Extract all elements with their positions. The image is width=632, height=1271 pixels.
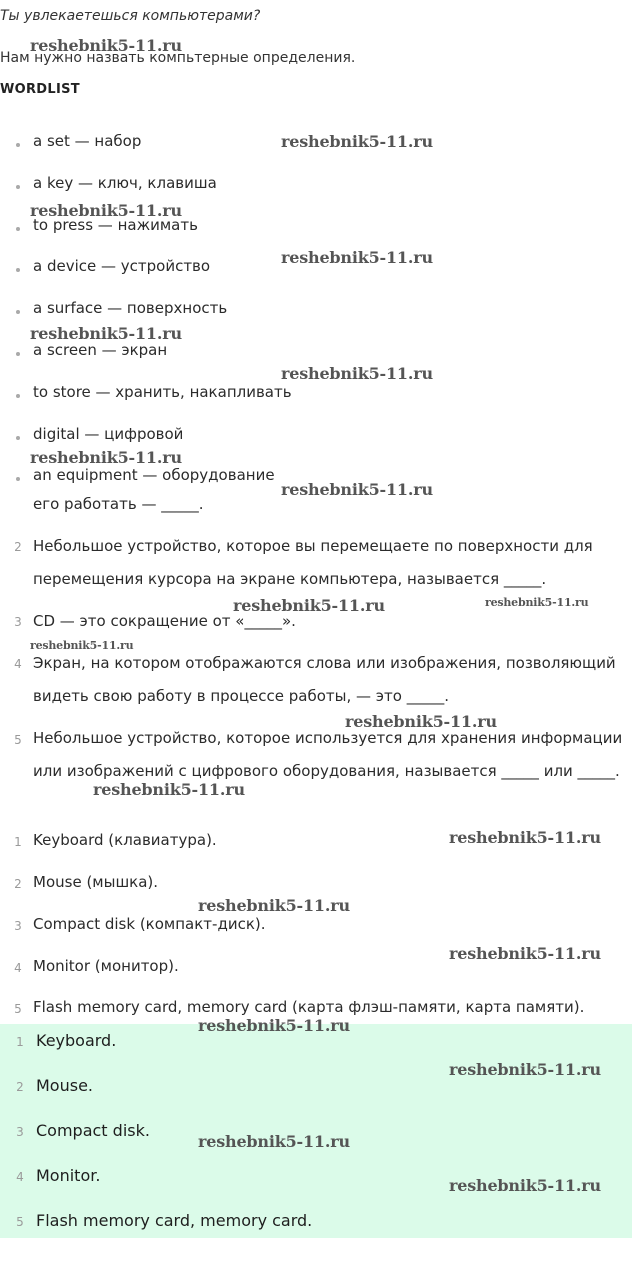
wordlist-item-text: digital — цифровой bbox=[33, 425, 184, 443]
bullet-icon bbox=[16, 227, 20, 231]
wordlist-item-text: a device — устройство bbox=[33, 257, 211, 275]
wordlist-item-text: an equipment — оборудование bbox=[33, 466, 275, 484]
watermark: reshebnik5-11.ru bbox=[30, 201, 182, 220]
watermark: reshebnik5-11.ru bbox=[30, 639, 134, 652]
answer-number: 1 bbox=[16, 1035, 24, 1049]
question-text: Экран, на котором отображаются слова или изображения, позволяющий bbox=[33, 654, 616, 672]
translation-number: 2 bbox=[14, 877, 22, 891]
wordlist-item-text: to store — хранить, накапливать bbox=[33, 383, 292, 401]
translation-text: Flash memory card, memory card (карта флэш-памяти, карта памяти). bbox=[33, 998, 585, 1016]
answer-text: Flash memory card, memory card. bbox=[36, 1211, 313, 1230]
watermark: reshebnik5-11.ru bbox=[281, 480, 433, 499]
watermark: reshebnik5-11.ru bbox=[281, 132, 433, 151]
watermark: reshebnik5-11.ru bbox=[233, 596, 385, 615]
bullet-icon bbox=[16, 185, 20, 189]
translation-text: Monitor (монитор). bbox=[33, 957, 179, 975]
translation-number: 3 bbox=[14, 919, 22, 933]
translation-number: 4 bbox=[14, 961, 22, 975]
bullet-icon bbox=[16, 352, 20, 356]
page-title: Ты увлекаетешься компьютерами? bbox=[0, 8, 261, 24]
answer-text: Keyboard. bbox=[36, 1031, 117, 1050]
wordlist-item-text: a key — ключ, клавиша bbox=[33, 174, 217, 192]
answer-text: Monitor. bbox=[36, 1166, 101, 1185]
watermark: reshebnik5-11.ru bbox=[93, 780, 245, 799]
wordlist-item-text: a surface — поверхность bbox=[33, 299, 228, 317]
wordlist-item-text: to press — нажимать bbox=[33, 216, 198, 234]
watermark: reshebnik5-11.ru bbox=[30, 324, 182, 343]
question-number: 5 bbox=[14, 733, 22, 747]
wordlist-item-text: a screen — экран bbox=[33, 341, 168, 359]
watermark: reshebnik5-11.ru bbox=[281, 364, 433, 383]
question-text: Небольшое устройство, которое вы перемещаете по поверхности для bbox=[33, 537, 593, 555]
watermark: reshebnik5-11.ru bbox=[449, 1176, 601, 1195]
bullet-icon bbox=[16, 268, 20, 272]
answer-text: Mouse. bbox=[36, 1076, 93, 1095]
wordlist-item-text: a set — набор bbox=[33, 132, 142, 150]
bullet-icon bbox=[16, 310, 20, 314]
wordlist-heading: WORDLIST bbox=[0, 82, 80, 97]
watermark: reshebnik5-11.ru bbox=[449, 828, 601, 847]
bullet-icon bbox=[16, 394, 20, 398]
answer-number: 3 bbox=[16, 1125, 24, 1139]
watermark: reshebnik5-11.ru bbox=[449, 944, 601, 963]
translation-number: 1 bbox=[14, 835, 22, 849]
question-fragment: его работать — _____. bbox=[33, 495, 204, 513]
task-description: Нам нужно назвать компьтерные определения. bbox=[0, 50, 356, 66]
translation-text: Keyboard (клавиатура). bbox=[33, 831, 217, 849]
bullet-icon bbox=[16, 477, 20, 481]
bullet-icon bbox=[16, 143, 20, 147]
watermark: reshebnik5-11.ru bbox=[485, 596, 589, 609]
answer-number: 2 bbox=[16, 1080, 24, 1094]
question-number: 2 bbox=[14, 540, 22, 554]
watermark: reshebnik5-11.ru bbox=[345, 712, 497, 731]
watermark: reshebnik5-11.ru bbox=[198, 1132, 350, 1151]
watermark: reshebnik5-11.ru bbox=[198, 1016, 350, 1035]
watermark: reshebnik5-11.ru bbox=[30, 448, 182, 467]
answer-number: 4 bbox=[16, 1170, 24, 1184]
translation-text: Mouse (мышка). bbox=[33, 873, 159, 891]
question-text: Небольшое устройство, которое используется для хранения информации bbox=[33, 729, 623, 747]
question-number: 3 bbox=[14, 615, 22, 629]
watermark: reshebnik5-11.ru bbox=[198, 896, 350, 915]
translation-number: 5 bbox=[14, 1002, 22, 1016]
question-text-continued: или изображений с цифрового оборудования, называется _____ или _____. bbox=[33, 762, 620, 780]
question-text: CD — это сокращение от «_____». bbox=[33, 612, 296, 630]
watermark: reshebnik5-11.ru bbox=[281, 248, 433, 267]
question-number: 4 bbox=[14, 657, 22, 671]
bullet-icon bbox=[16, 436, 20, 440]
watermark: reshebnik5-11.ru bbox=[449, 1060, 601, 1079]
question-text-continued: перемещения курсора на экране компьютера, называется _____. bbox=[33, 570, 547, 588]
translation-text: Compact disk (компакт-диск). bbox=[33, 915, 266, 933]
watermark: reshebnik5-11.ru bbox=[30, 36, 182, 55]
answer-text: Compact disk. bbox=[36, 1121, 150, 1140]
answer-number: 5 bbox=[16, 1215, 24, 1229]
question-text-continued: видеть свою работу в процессе работы, — это _____. bbox=[33, 687, 449, 705]
